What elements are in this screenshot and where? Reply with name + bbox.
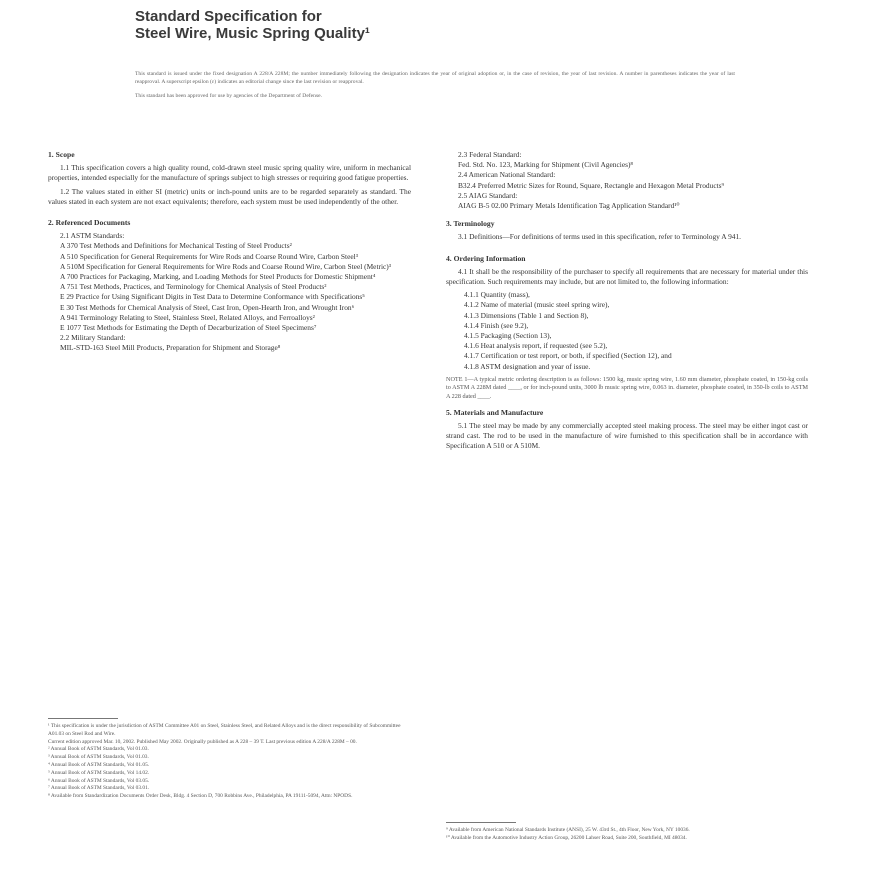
reference-item: 2.4 American National Standard: <box>458 170 556 180</box>
footnote: ⁸ Available from Standardization Documents Order Desk, Bldg. 4 Section D, 700 Robbins Ave., Philadelphia, PA 19111-5094, Attn: NPODS. <box>48 793 353 800</box>
reference-item: A 700 Practices for Packaging, Marking, and Loading Methods for Steel Products for Domestic Shipment⁴ <box>60 272 376 282</box>
paragraph: 4.1 It shall be the responsibility of the purchaser to specify all requirements that are necessary for material under this specification. Such requirements may include, but are not limited to, the following information: <box>446 266 808 287</box>
ordering-item: 4.1.1 Quantity (mass), <box>464 290 530 300</box>
title-line-2: Steel Wire, Music Spring Quality¹ <box>135 25 370 42</box>
right-column <box>446 150 808 454</box>
title-line-1: Standard Specification for <box>135 8 322 25</box>
left-column <box>48 150 411 354</box>
preamble <box>135 70 735 106</box>
section-materials-and-manufacture <box>446 408 808 452</box>
reference-item: 2.2 Military Standard: <box>60 333 126 343</box>
reference-item: A 370 Test Methods and Definitions for Mechanical Testing of Steel Products² <box>60 241 292 251</box>
ordering-item: 4.1.2 Name of material (music steel spring wire), <box>464 300 610 310</box>
preamble-paragraph: This standard has been approved for use by agencies of the Department of Defense. <box>135 93 323 99</box>
footnote: Current edition approved Mar. 10, 2002. Published May 2002. Originally published as A 228 – 39 T. Last previous edition A 228/A 228M – 00. <box>48 738 357 745</box>
section-terminology <box>446 219 808 242</box>
footnote: ⁵ Annual Book of ASTM Standards, Vol 14.02. <box>48 769 150 776</box>
preamble-paragraph: This standard is issued under the fixed designation A 228/A 228M; the number immediately following the designation indicates the year of original adoption or, in the case of revision, the year of last revision. A number in parentheses indicates the year of last reapproval. A superscript epsilon (ε) indicates an editorial change since the last revision or reapproval. <box>135 71 735 85</box>
ordering-item: 4.1.6 Heat analysis report, if requested (see 5.2), <box>464 341 608 351</box>
footnote: ⁶ Annual Book of ASTM Standards, Vol 03.05. <box>48 777 150 784</box>
footnote-rule <box>48 718 118 719</box>
reference-item: E 30 Test Methods for Chemical Analysis of Steel, Cast Iron, Open-Hearth Iron, and Wrought Iron⁶ <box>60 302 355 312</box>
ordering-item: 4.1.5 Packaging (Section 13), <box>464 331 552 341</box>
reference-item: E 1077 Test Methods for Estimating the Depth of Decarburization of Steel Specimens⁷ <box>60 323 317 333</box>
section-heading: 2. Referenced Documents <box>48 218 131 228</box>
paragraph: 3.1 Definitions—For definitions of terms used in this specification, refer to Terminology A 941. <box>458 232 742 242</box>
reference-item: B32.4 Preferred Metric Sizes for Round, Square, Rectangle and Hexagon Metal Products⁹ <box>458 180 725 190</box>
section-scope <box>48 150 411 207</box>
footnote-rule <box>446 822 516 823</box>
reference-item: 2.3 Federal Standard: <box>458 150 522 159</box>
reference-item: Fed. Std. No. 123, Marking for Shipment (Civil Agencies)⁸ <box>458 160 634 170</box>
reference-item: A 510M Specification for General Requirements for Wire Rods and Coarse Round Wire, Carbon Steel (Metric)³ <box>60 261 391 271</box>
section-heading: 1. Scope <box>48 150 75 159</box>
reference-item: E 29 Practice for Using Significant Digits in Test Data to Determine Conformance with Specifications⁵ <box>60 292 365 302</box>
paragraph: 1.1 This specification covers a high quality round, cold-drawn steel music spring quality wire, uniform in mechanical properties, intended especially for the manufacture of springs subject to high stresses or requiring good fatigue properties. <box>48 163 411 183</box>
footnotes-left <box>48 718 411 801</box>
section-heading: 4. Ordering Information <box>446 253 526 263</box>
reference-item: 2.1 ASTM Standards: <box>60 231 125 241</box>
ordering-item: 4.1.3 Dimensions (Table 1 and Section 8), <box>464 310 589 320</box>
ordering-item: 4.1.4 Finish (see 9.2), <box>464 320 529 330</box>
document-title <box>135 8 635 42</box>
reference-item: A 941 Terminology Relating to Steel, Stainless Steel, Related Alloys, and Ferroalloys² <box>60 312 315 322</box>
reference-item: 2.5 AIAG Standard: <box>458 190 518 200</box>
section-ordering-information <box>446 254 808 402</box>
footnote: ³ Annual Book of ASTM Standards, Vol 01.03. <box>48 754 149 761</box>
footnote: ¹ This specification is under the jurisdiction of ASTM Committee A01 on Steel, Stainless Steel, and Related Alloys and is the direct responsibility of Subcommittee A01.03 on Steel Rod and Wire. <box>48 723 401 737</box>
section-referenced-continued <box>446 150 808 211</box>
paragraph: 5.1 The steel may be made by any commercially accepted steel making process. The steel may be either ingot cast or strand cast. The rod to be used in the manufacture of wire furnished to this specification shall be in accordance with Specification A 510 or A 510M. <box>446 420 808 451</box>
section-heading: 5. Materials and Manufacture <box>446 407 544 417</box>
reference-item: A 751 Test Methods, Practices, and Terminology for Chemical Analysis of Steel Products² <box>60 282 327 292</box>
reference-item: MIL-STD-163 Steel Mill Products, Preparation for Shipment and Storage⁸ <box>60 343 281 353</box>
footnote: ² Annual Book of ASTM Standards, Vol 01.03. <box>48 746 149 753</box>
paragraph: 1.2 The values stated in either SI (metric) units or inch-pound units are to be regarded separately as standard. The values stated in each system are not exact equivalents; therefore, each system must be used independently of the other. <box>48 186 411 206</box>
section-referenced-documents <box>48 218 411 354</box>
footnotes-right <box>446 822 808 843</box>
section-heading: 3. Terminology <box>446 219 495 229</box>
ordering-item: 4.1.8 ASTM designation and year of issue. <box>464 361 591 371</box>
footnote: ⁴ Annual Book of ASTM Standards, Vol 01.05. <box>48 761 150 768</box>
footnote: ⁹ Available from American National Standards Institute (ANSI), 25 W. 43rd St., 4th Floor, New York, NY 10036. <box>446 827 690 833</box>
footnote: ⁷ Annual Book of ASTM Standards, Vol 03.01. <box>48 785 150 792</box>
reference-item: A 510 Specification for General Requirements for Wire Rods and Coarse Round Wire, Carbon Steel³ <box>60 251 358 261</box>
reference-item: AIAG B-5 02.00 Primary Metals Identification Tag Application Standard¹⁰ <box>458 201 680 211</box>
note: NOTE 1—A typical metric ordering description is as follows: 1500 kg, music spring wire, 1.60 mm diameter, phosphate coated, in 150-kg coils to ASTM A 228M dated ____, or for inch-pound units, 3000 lb music spring wire, 0.063 in. diameter, phosphate coated, in 350-lb coils to ASTM A 228 dated ____. <box>446 375 808 401</box>
ordering-item: 4.1.7 Certification or test report, or both, if specified (Section 12), and <box>464 351 672 361</box>
footnote: ¹⁰ Available from the Automotive Industry Action Group, 26200 Lahser Road, Suite 200, Southfield, MI 48034. <box>446 834 687 841</box>
